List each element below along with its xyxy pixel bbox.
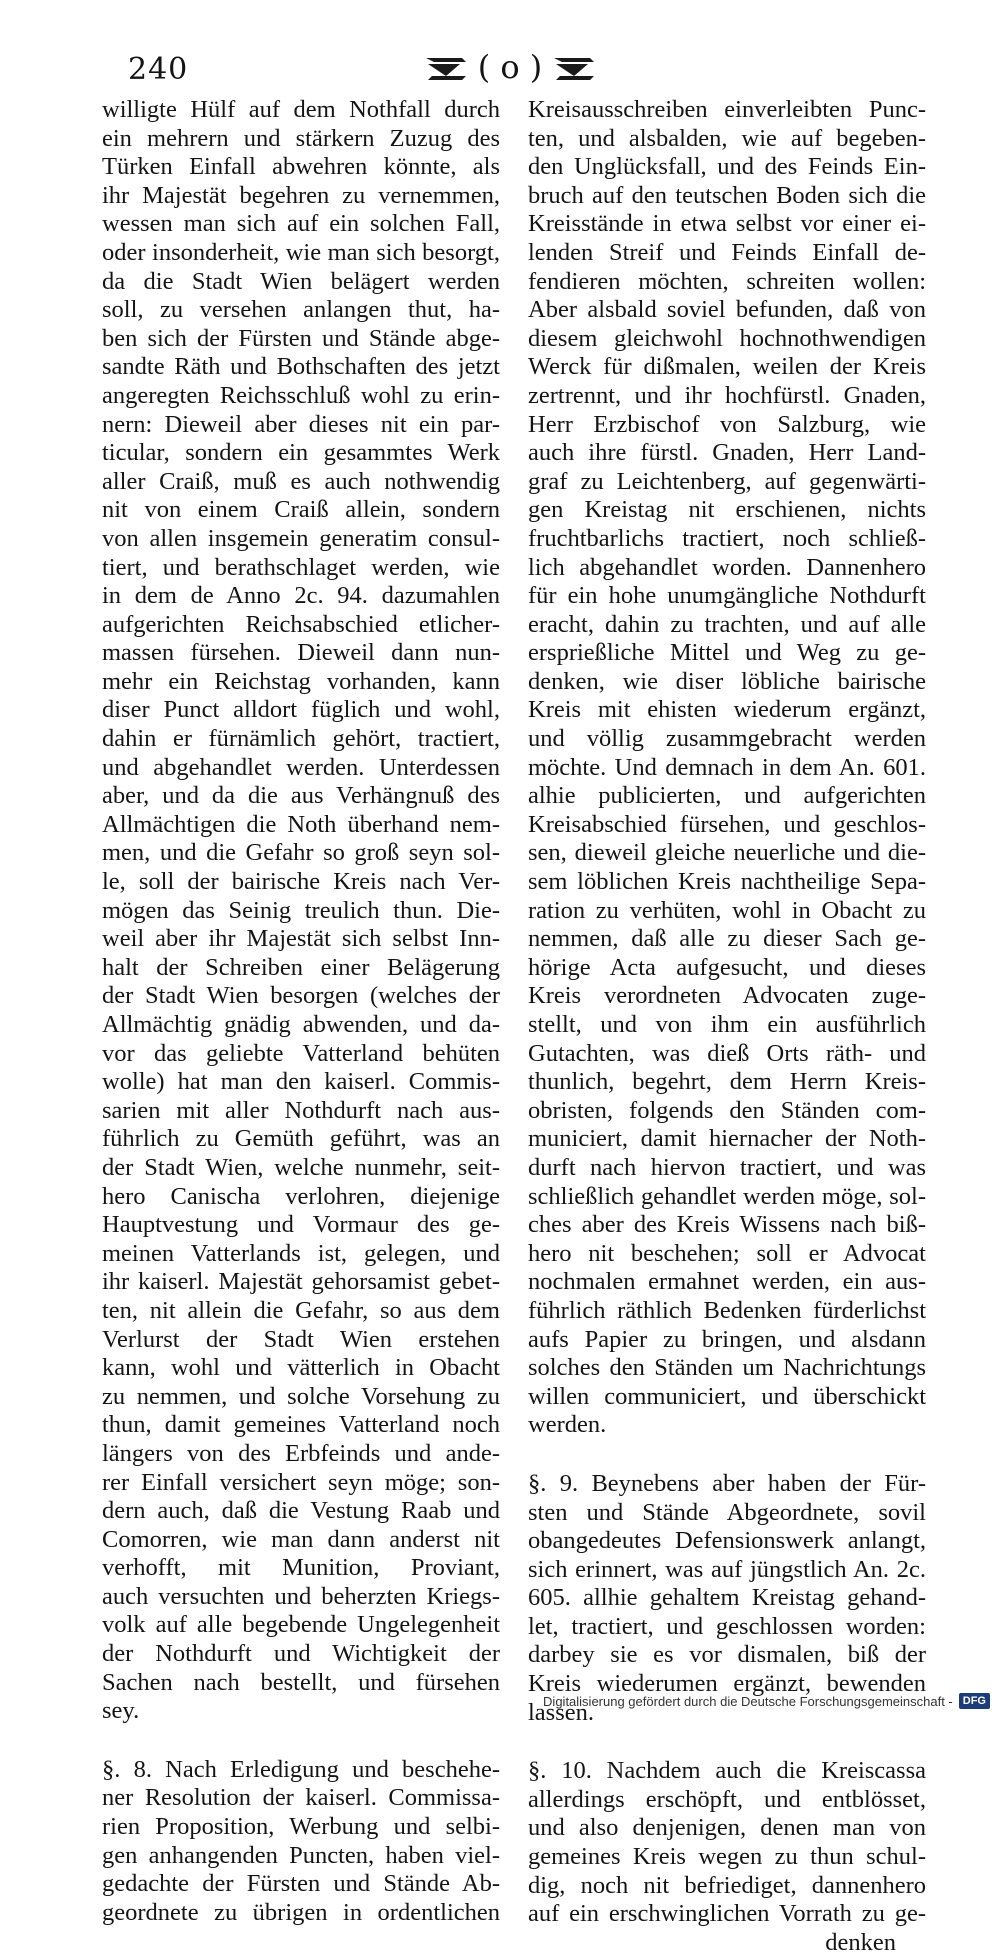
text-line: Hauptvestung und Vormaur des ge-: [102, 1211, 500, 1239]
paragraph-section-8: [102, 1756, 500, 1928]
text-line: für ein hohe unumgängliche Nothdurft: [528, 582, 926, 610]
text-line: meinen Vatterlands ist, gelegen, und: [102, 1239, 500, 1267]
text-line: geordnete zu übrigen in ordentlichen: [102, 1898, 500, 1926]
text-line: 605. allhie gehaltem Kreistag gehand-: [528, 1584, 926, 1612]
text-line: nern: Dieweil aber dieses nit ein par-: [102, 410, 500, 438]
text-line: führlich räthlich Bedenken fürderlichst: [528, 1296, 926, 1324]
text-line: bruch auf den teutschen Boden sich die: [528, 181, 926, 209]
text-line: durft nach hiervon tractiert, und was: [528, 1153, 926, 1181]
text-line: längers von des Erbfeinds und ande-: [102, 1439, 500, 1467]
text-line: gemeines Kreis wegen zu thun schul-: [528, 1843, 926, 1871]
text-line: ticular, sondern ein gesammtes Werk: [102, 439, 500, 467]
text-line: dahin er fürnämlich gehört, tractiert,: [102, 725, 500, 753]
text-line: diser Punct alldort füglich und wohl,: [102, 696, 500, 724]
text-line: obristen, folgends den Ständen com-: [528, 1096, 926, 1124]
text-line: aufs Papier zu bringen, und alsdann: [528, 1325, 926, 1353]
text-line: diesem gleichwohl hochnothwendigen: [528, 324, 926, 352]
text-line: tiert, und berathschlaget werden, wie: [102, 553, 500, 581]
text-line: und abgehandlet werden. Unterdessen: [102, 753, 500, 781]
text-line: Kreis wiederumen ergänzt, bewenden: [528, 1670, 926, 1698]
text-line: le, soll der bairische Kreis nach Ver-: [102, 868, 500, 896]
text-line: rien Proposition, Werbung und selbi-: [102, 1813, 500, 1841]
page-header-title: ( o ): [477, 48, 543, 86]
text-line: Werck für dißmalen, weilen der Kreis: [528, 353, 926, 381]
text-line: massen fürsehen. Dieweil dann nun-: [102, 639, 500, 667]
text-line: ches aber des Kreis Wissens nach biß-: [528, 1211, 926, 1239]
text-line: eracht, dahin zu trachten, und auf alle: [528, 610, 926, 638]
text-line: sem löblichen Kreis nachtheilige Sepa-: [528, 868, 926, 896]
text-line: obangedeutes Defensionswerk anlangt,: [528, 1527, 926, 1555]
text-line: Verlurst der Stadt Wien erstehen: [102, 1325, 500, 1353]
text-line: aber, und da die aus Verhängnuß des: [102, 782, 500, 810]
text-line: let, tractiert, und geschlossen worden:: [528, 1612, 926, 1640]
text-line: hero nit beschehen; soll er Advocat: [528, 1239, 926, 1267]
text-line: und völlig zusammgebracht werden: [528, 725, 926, 753]
text-line: willigte Hülf auf dem Nothfall durch: [102, 96, 500, 123]
text-line: da die Stadt Wien belägert werden: [102, 267, 500, 295]
text-line: nochmalen ermahnet werden, ein aus-: [528, 1268, 926, 1296]
text-line: alhie publicierten, und aufgerichten: [528, 782, 926, 810]
text-line: zertrennt, und ihr hochfürstl. Gnaden,: [528, 381, 926, 409]
text-line: auf ein erschwinglichen Vorrath zu ge-: [528, 1900, 926, 1928]
text-line: sandte Räth und Bothschaften des jetzt: [102, 353, 500, 381]
text-line: volk auf alle begebende Ungelegenheit: [102, 1611, 500, 1639]
text-line: graf zu Leichtenberg, auf gegenwärti-: [528, 467, 926, 495]
text-line: sarien mit aller Nothdurft nach aus-: [102, 1096, 500, 1124]
text-line: verhofft, mit Munition, Proviant,: [102, 1554, 500, 1582]
right-column: [528, 96, 926, 1957]
paragraph: [528, 96, 926, 1440]
text-line: gedachte der Fürsten und Stände Ab-: [102, 1870, 500, 1898]
text-line: Kreisstände in etwa selbst vor einer ei-: [528, 210, 926, 238]
text-line: gen anhangenden Puncten, haben viel-: [102, 1841, 500, 1869]
text-line: und also denjenigen, denen man von: [528, 1814, 926, 1842]
text-line: men, und die Gefahr so groß seyn sol-: [102, 839, 500, 867]
text-line: auch ihre fürstl. Gnaden, Herr Land-: [528, 439, 926, 467]
text-line: Kreisabschied fürsehen, und geschlos-: [528, 810, 926, 838]
text-line: mehr ein Reichstag vorhanden, kann: [102, 667, 500, 695]
text-line: ihr Majestät begehren zu vernemmen,: [102, 181, 500, 209]
text-line: auch versuchten und beherzten Kriegs-: [102, 1582, 500, 1610]
dfg-badge: DFG: [959, 1693, 990, 1709]
text-line: dern auch, daß die Vestung Raab und: [102, 1497, 500, 1525]
left-ornament-icon: [422, 52, 470, 82]
text-line: solches den Ständen um Nachrichtungs: [528, 1354, 926, 1382]
text-line: §. 9. Beynebens aber haben der Für-: [528, 1469, 926, 1497]
text-line: weil aber ihr Majestät sich selbst Inn-: [102, 925, 500, 953]
paragraph-section-10: [528, 1757, 926, 1929]
text-line: fruchtbarlichs tractiert, noch schließ-: [528, 524, 926, 552]
text-line: ein mehrern und stärkern Zuzug des: [102, 124, 500, 152]
text-line: lassen.: [528, 1698, 594, 1726]
text-line: Türken Einfall abwehren könnte, als: [102, 153, 500, 181]
text-line: sich erinnert, was auf jüngstlich An. 2c.: [528, 1555, 926, 1583]
text-line: ihr kaiserl. Majestät gehorsamist gebet-: [102, 1268, 500, 1296]
text-line: municiert, damit hiernacher der Noth-: [528, 1125, 926, 1153]
text-line: Aber alsbald soviel befunden, daß von: [528, 296, 926, 324]
text-line: ration zu verhüten, wohl in Obacht zu: [528, 896, 926, 924]
text-line: der Nothdurft und Wichtigkeit der: [102, 1640, 500, 1668]
text-line: kann, wohl und vätterlich in Obacht: [102, 1354, 500, 1382]
text-line: der Stadt Wien, welche nunmehr, seit-: [102, 1153, 500, 1181]
text-line: in dem de Anno 2c. 94. dazumahlen: [102, 582, 500, 610]
text-line: hero Canischa verlohren, diejenige: [102, 1182, 500, 1210]
text-line: angeregten Reichsschluß wohl zu erin-: [102, 381, 500, 409]
footer: [543, 1693, 990, 1709]
text-line: Allmächtigen die Noth überhand nem-: [102, 810, 500, 838]
text-line: lenden Streif und Feinds Einfall de-: [528, 238, 926, 266]
text-line: sey.: [102, 1697, 140, 1725]
text-line: Allmächtig gnädig abwenden, und da-: [102, 1011, 500, 1038]
text-line: ner Resolution der kaiserl. Commissa-: [102, 1784, 500, 1812]
text-line: wessen man sich auf ein solchen Fall,: [102, 210, 500, 238]
text-line: §. 8. Nach Erledigung und beschehe-: [102, 1755, 500, 1783]
text-line: vor das geliebte Vatterland behüten: [102, 1039, 500, 1067]
text-line: oder insonderheit, wie man sich besorgt,: [102, 238, 500, 266]
catchword: denken: [825, 1928, 896, 1956]
text-line: ersprießliche Mittel und Weg zu ge-: [528, 639, 926, 667]
text-line: aufgerichten Reichsabschied etlicher-: [102, 610, 500, 638]
text-line: nit von einem Craiß allein, sondern: [102, 496, 500, 524]
text-line: halt der Schreiben einer Belägerung: [102, 953, 500, 981]
text-line: willen communiciert, und überschickt: [528, 1382, 926, 1410]
text-line: allerdings erschöpft, und entblösset,: [528, 1785, 926, 1813]
text-line: Kreis mit ehisten wiederum ergänzt,: [528, 696, 926, 724]
text-line: lich abgehandlet worden. Dannenhero: [528, 553, 926, 581]
text-line: fendieren möchten, schreiten wollen:: [528, 267, 926, 295]
text-line: Kreis verordneten Advocaten zuge-: [528, 982, 926, 1010]
text-line: aller Craiß, muß es auch nothwendig: [102, 467, 500, 495]
text-line: §. 10. Nachdem auch die Kreiscassa: [528, 1757, 926, 1785]
text-line: der Stadt Wien besorgen (welches der: [102, 982, 500, 1010]
text-line: Kreisausschreiben einverleibten Punc-: [528, 96, 926, 123]
text-line: führlich zu Gemüth geführt, was an: [102, 1125, 500, 1153]
page-header: [405, 44, 615, 90]
text-line: sen, dieweil gleiche neuerliche und die-: [528, 839, 926, 867]
text-line: denken, wie diser löbliche bairische: [528, 667, 926, 695]
text-line: wolle) hat man den kaiserl. Commis-: [102, 1068, 500, 1096]
text-line: Sachen nach bestellt, und fürsehen: [102, 1668, 500, 1696]
text-line: mögen das Seinig treulich thun. Die-: [102, 896, 500, 924]
text-line: rer Einfall versichert seyn möge; son-: [102, 1468, 500, 1496]
text-line: möchte. Und demnach in dem An. 601.: [528, 753, 926, 781]
footer-credit: Digitalisierung gefördert durch die Deutsche Forschungsgemeinschaft -: [543, 1693, 953, 1709]
text-line: schließlich gehandlet werden möge, sol-: [528, 1182, 926, 1210]
text-line: nemmen, daß alle zu dieser Sach ge-: [528, 925, 926, 953]
text-line: thunlich, begehrt, dem Herrn Kreis-: [528, 1068, 926, 1096]
text-line: Herr Erzbischof von Salzburg, wie: [528, 410, 926, 438]
text-line: Comorren, wie man dann anderst nit: [102, 1525, 500, 1553]
text-line: hörige Acta aufgesucht, und dieses: [528, 953, 926, 981]
text-line: darbey sie es vor dismalen, biß der: [528, 1641, 926, 1669]
text-line: gen Kreistag nit erschienen, nichts: [528, 496, 926, 524]
text-line: Gutachten, was dieß Orts räth- und: [528, 1039, 926, 1067]
paragraph: [102, 96, 500, 1726]
text-line: zu nemmen, und solche Vorsehung zu: [102, 1382, 500, 1410]
right-ornament-icon: [550, 52, 598, 82]
text-line: von allen insgemein generatim consul-: [102, 524, 500, 552]
paragraph-section-9: [528, 1470, 926, 1727]
text-line: sten und Stände Abgeordnete, sovil: [528, 1498, 926, 1526]
text-line: den Unglücksfall, und des Feinds Ein-: [528, 153, 926, 181]
page-number: 240: [128, 52, 189, 87]
left-column: [102, 96, 500, 1927]
text-line: thun, damit gemeines Vatterland noch: [102, 1411, 500, 1439]
text-line: dig, noch nit befriediget, dannenhero: [528, 1871, 926, 1899]
text-line: soll, zu versehen anlangen thut, ha-: [102, 296, 500, 324]
text-line: ten, nit allein die Gefahr, so aus dem: [102, 1296, 500, 1324]
text-line: stellt, und von ihm ein ausführlich: [528, 1011, 926, 1038]
text-line: ten, und alsbalden, wie auf begeben-: [528, 124, 926, 152]
text-line: ben sich der Fürsten und Stände abge-: [102, 324, 500, 352]
text-line: werden.: [528, 1411, 607, 1439]
